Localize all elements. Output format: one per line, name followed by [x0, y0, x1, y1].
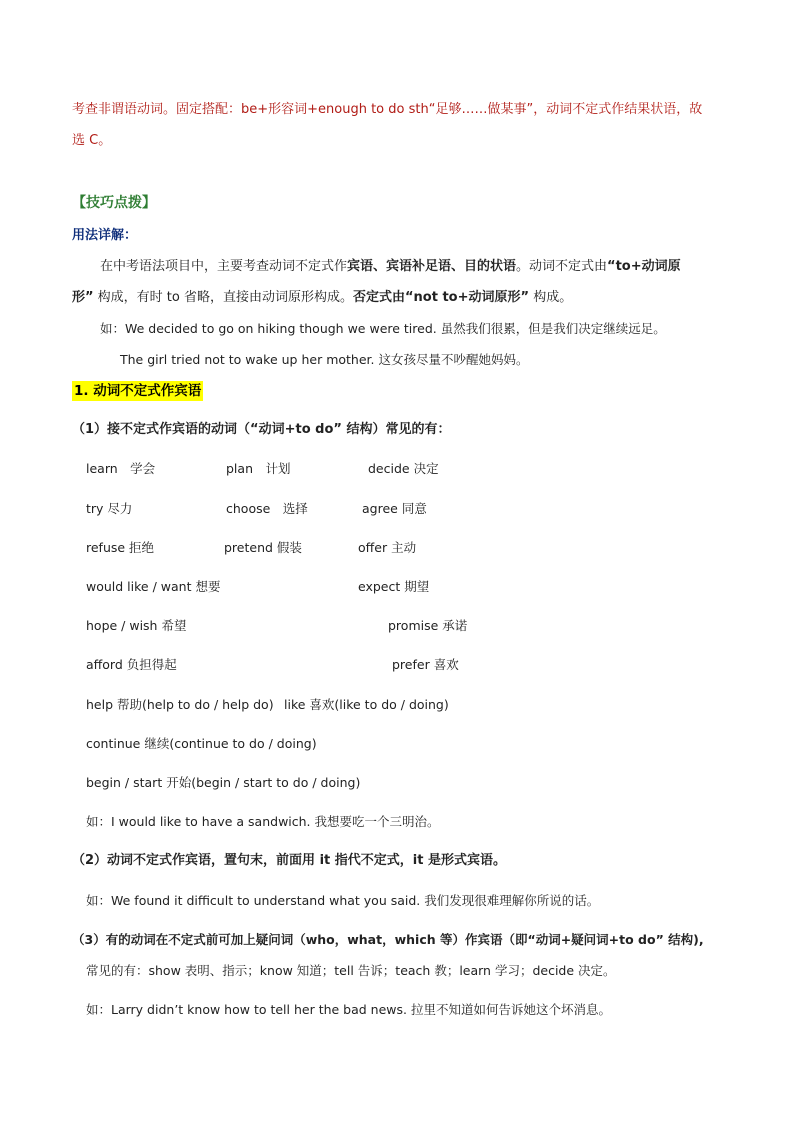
sub-3-example: 如：Larry didn’t know how to tell her the bad news. 拉里不知道如何告诉她这个坏消息。 [86, 1002, 611, 1017]
sub-3-title: （3）有的动词在不定式前可加上疑问词（who，what，which 等）作宾语（即“动词+疑问词+to do” 结构), [72, 932, 704, 947]
sub-2-title: （2）动词不定式作宾语，置句末，前面用 it 指代不定式，it 是形式宾语。 [72, 853, 506, 868]
section-1-title: 1. 动词不定式作宾语 [74, 383, 202, 399]
intro-line-2 [72, 288, 572, 308]
intro-text-d: 构成。 [529, 290, 573, 305]
verb-like: like 喜欢(like to do / doing) [284, 697, 449, 712]
verb-offer: offer 主动 [358, 540, 417, 555]
intro-text-c: 。动词不定式由 [516, 259, 608, 274]
example-1: 如：We decided to go on hiking though we were tired. 虽然我们很累，但是我们决定继续远足。 [100, 321, 666, 336]
intro-bold-negative: 否定式由“not to+动词原形” [353, 290, 530, 305]
verb-learn: learn 学会 [86, 461, 156, 476]
example-2: The girl tried not to wake up her mother. 这女孩尽量不吵醒她妈妈。 [120, 352, 529, 367]
verb-prefer: prefer 喜欢 [392, 657, 459, 672]
verb-plan: plan 计划 [226, 461, 291, 476]
intro-text-a: 在中考语法项目中，主要考查动词不定式作 [100, 259, 348, 274]
sub-1-title: （1）接不定式作宾语的动词（“动词+to do” 结构）常见的有： [72, 422, 451, 437]
verb-begin: begin / start 开始(begin / start to do / doing) [86, 775, 361, 790]
intro-bold-form: “to+动词原 [607, 259, 681, 274]
intro-text-b: 构成，有时 to 省略，直接由动词原形构成。 [93, 290, 353, 305]
verb-agree: agree 同意 [362, 501, 427, 516]
tips-heading: 【技巧点拨】 [72, 195, 156, 211]
sub-2-example: 如：We found it difficult to understand what you said. 我们发现很难理解你所说的话。 [86, 893, 600, 908]
verb-help: help 帮助(help to do / help do) [86, 697, 274, 712]
verb-decide: decide 决定 [368, 461, 439, 476]
verb-hope: hope / wish 希望 [86, 618, 187, 633]
analysis-line-2: 选 C。 [72, 133, 112, 148]
analysis-line-1: 考查非谓语动词。固定搭配：be+形容词+enough to do sth“足够……做某事”，动词不定式作结果状语，故 [72, 102, 703, 117]
intro-bold-form-end: 形” [72, 290, 94, 305]
verb-promise: promise 承诺 [388, 618, 468, 633]
verb-try: try 尽力 [86, 501, 133, 516]
verb-continue: continue 继续(continue to do / doing) [86, 736, 317, 751]
verb-pretend: pretend 假装 [224, 540, 302, 555]
intro-bold-functions: 宾语、宾语补足语、目的状语 [347, 259, 517, 274]
intro-line-1 [100, 257, 681, 277]
usage-label: 用法详解： [72, 228, 138, 243]
verb-expect: expect 期望 [358, 579, 430, 594]
sub-3-common: 常见的有：show 表明、指示；know 知道；tell 告诉；teach 教；learn 学习；decide 决定。 [86, 963, 616, 978]
verb-afford: afford 负担得起 [86, 657, 177, 672]
sub-1-example: 如：I would like to have a sandwich. 我想要吃一个三明治。 [86, 814, 440, 829]
verb-refuse: refuse 拒绝 [86, 540, 155, 555]
verb-would-like: would like / want 想要 [86, 579, 221, 594]
verb-choose: choose 选择 [226, 501, 308, 516]
